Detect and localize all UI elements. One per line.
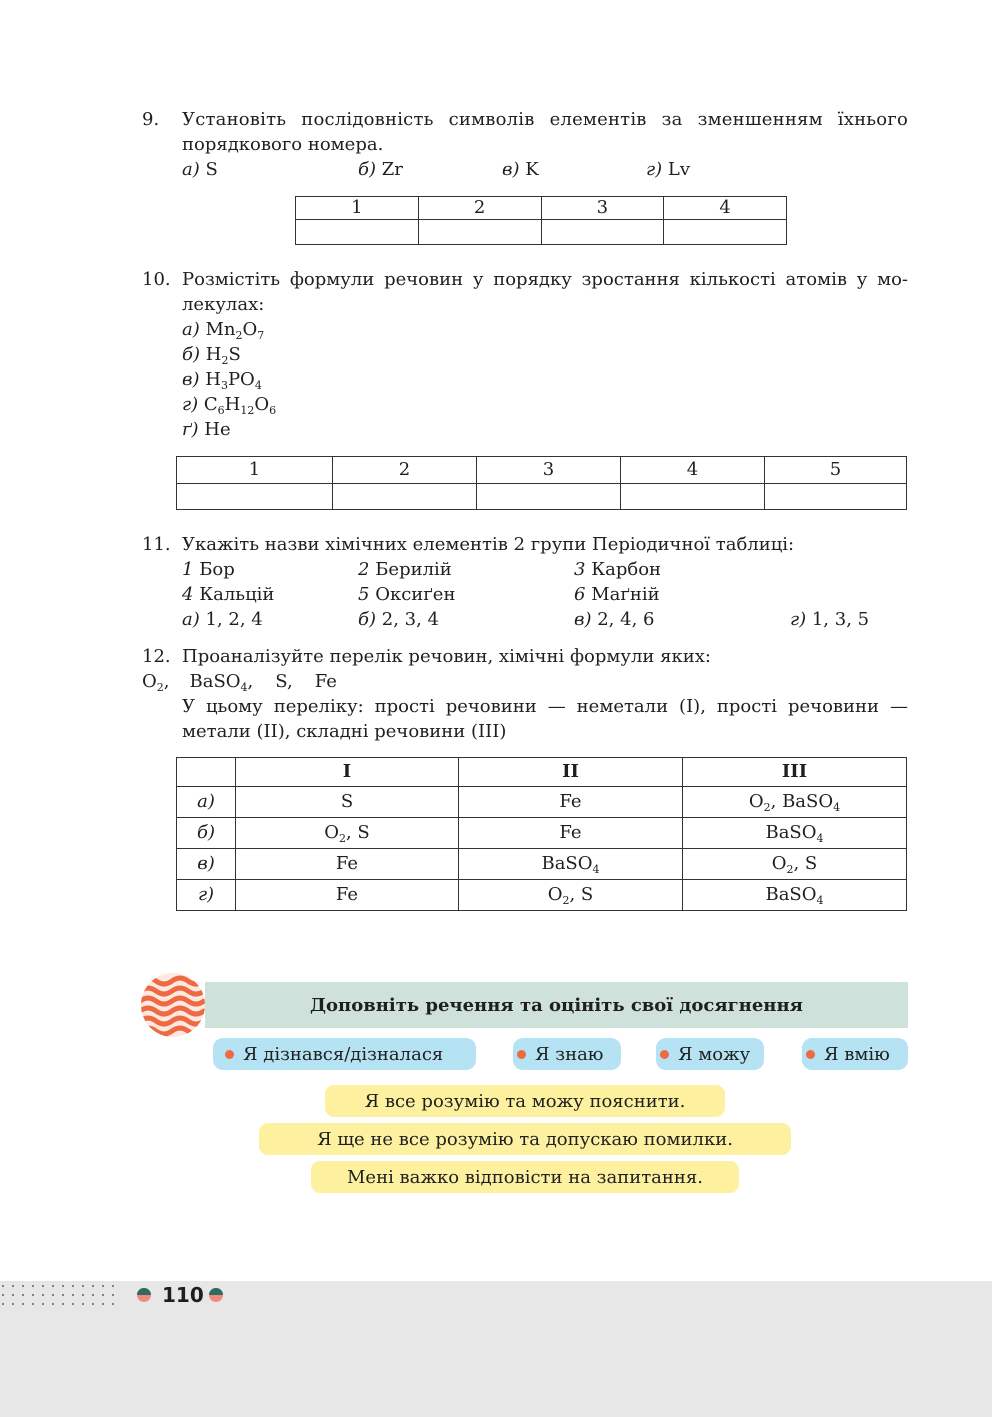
q12-cell-formula-text: , BaSO <box>770 791 834 812</box>
q9-option-d: г) Lv <box>646 159 690 180</box>
q12-description: У цьому переліку: прості речовини — неметали (I), прості речовини — <box>182 696 908 717</box>
q10-formula-text: S <box>228 344 241 365</box>
q12-substance <box>315 671 337 692</box>
question-11-text: Укажіть назви хімічних елементів 2 групи Періодичної таблиці: <box>182 534 795 555</box>
statement-difficult[interactable]: Мені важко відповісти на запитання. <box>311 1161 739 1193</box>
q12-substance <box>275 671 292 692</box>
q12-cell-formula-text: S <box>340 791 354 812</box>
q9-header-cell: 2 <box>418 197 541 220</box>
pill-can[interactable]: Я можу <box>656 1038 764 1070</box>
q9-answer-table <box>295 196 787 245</box>
q10-option-letter: г) <box>182 394 204 415</box>
q10-header-cell: 5 <box>765 457 907 484</box>
q12-substance-text: , <box>247 671 254 692</box>
q12-cell-formula-subscript: 4 <box>592 863 600 876</box>
q10-formula-subscript: 12 <box>240 404 255 417</box>
q10-answer-table <box>176 456 907 510</box>
q10-formula-subscript: 6 <box>269 404 277 417</box>
dot-pattern <box>0 1282 125 1308</box>
pill-learned[interactable]: Я дізнався/дізналася <box>213 1038 476 1070</box>
q12-cell-formula-text: Fe <box>335 853 359 874</box>
q9-option-b: б) Zr <box>358 159 403 180</box>
q11-answer-b: б) 2, 3, 4 <box>358 609 439 630</box>
q10-answer-cell[interactable] <box>765 484 907 510</box>
q12-cell <box>459 880 683 911</box>
table-row[interactable] <box>177 787 907 818</box>
bullet-icon <box>660 1050 669 1059</box>
q12-row-letter: б) <box>177 818 236 849</box>
q9-header-cell: 3 <box>541 197 664 220</box>
q10-formula-text: H <box>205 344 222 365</box>
q12-header-cell: III <box>683 758 907 787</box>
page-marker-right-icon <box>208 1286 224 1304</box>
q11-answer-d: г) 1, 3, 5 <box>790 609 870 630</box>
q10-formula-subscript: 3 <box>220 379 228 392</box>
q12-cell-formula-text: O <box>547 884 563 905</box>
q12-cell-formula-subscript: 4 <box>816 832 824 845</box>
bullet-icon <box>517 1050 526 1059</box>
q12-substance-text: Fe <box>314 671 337 692</box>
q12-cell <box>683 849 907 880</box>
q12-row-letter: в) <box>177 849 236 880</box>
q12-cell <box>236 818 459 849</box>
q11-answer-a: а) 1, 2, 4 <box>182 609 263 630</box>
q12-cell-formula-text: , S <box>793 853 818 874</box>
reflection-banner: Доповніть речення та оцініть свої досягнення <box>205 982 908 1028</box>
q12-cell-formula-subscript: 2 <box>562 894 570 907</box>
table-row[interactable] <box>177 818 907 849</box>
q9-header-cell: 4 <box>664 197 787 220</box>
table-row[interactable] <box>177 880 907 911</box>
question-10-number: 10. <box>142 269 171 290</box>
q10-formula-text: Mn <box>205 319 236 340</box>
question-10-text-cont: лекулах: <box>182 294 265 315</box>
q10-answer-cell[interactable] <box>333 484 477 510</box>
q12-cell <box>459 818 683 849</box>
q10-formula-subscript: 4 <box>254 379 262 392</box>
q12-substance-list <box>142 670 359 694</box>
q12-cell-formula-text: , S <box>345 822 370 843</box>
q12-cell-formula-text: BaSO <box>765 822 817 843</box>
q12-header-cell: II <box>459 758 683 787</box>
q10-header-cell: 4 <box>621 457 765 484</box>
question-12-text: Проаналізуйте перелік речовин, хімічні формули яких: <box>182 646 711 667</box>
q10-formula-subscript: 7 <box>257 329 265 342</box>
q10-option <box>182 343 241 367</box>
q10-option <box>182 393 276 417</box>
q12-cell <box>459 849 683 880</box>
q10-formula-subscript: 6 <box>217 404 225 417</box>
q11-answer-c: в) 2, 4, 6 <box>574 609 655 630</box>
q12-cell <box>236 880 459 911</box>
q10-answer-cell[interactable] <box>477 484 621 510</box>
q10-header-cell: 1 <box>177 457 333 484</box>
q12-cell-formula-subscript: 2 <box>763 801 771 814</box>
q10-formula-text: O <box>242 319 258 340</box>
q12-cell-formula-text: O <box>324 822 339 843</box>
q12-cell-formula-subscript: 4 <box>833 801 841 814</box>
q10-option <box>182 318 264 342</box>
q12-cell <box>236 787 459 818</box>
q9-option-a: а) S <box>182 159 218 180</box>
waves-icon <box>140 972 210 1038</box>
q12-substance-text: , <box>163 671 170 692</box>
statement-understand[interactable]: Я все розумію та можу пояснити. <box>325 1085 725 1117</box>
q12-cell-formula-subscript: 4 <box>816 894 824 907</box>
q11-element: 2 Берилій <box>358 559 452 580</box>
q12-cell-formula-text: , S <box>569 884 594 905</box>
q12-cell-formula-text: O <box>771 853 787 874</box>
q10-option-letter: ґ) <box>182 419 205 440</box>
q12-cell-formula-text: BaSO <box>541 853 593 874</box>
q11-element: 1 Бор <box>182 559 235 580</box>
q10-option-letter: в) <box>182 369 206 390</box>
q12-cell-formula-text: Fe <box>559 822 582 843</box>
q12-substance <box>142 671 170 692</box>
pill-able[interactable]: Я вмію <box>802 1038 908 1070</box>
q10-formula-text: O <box>254 394 270 415</box>
q11-element: 4 Кальцій <box>182 584 275 605</box>
q11-element: 6 Маґній <box>574 584 660 605</box>
q12-cell-formula-text: Fe <box>335 884 359 905</box>
question-9-text-cont: порядкового номера. <box>182 134 384 155</box>
q12-cell <box>459 787 683 818</box>
q12-row-letter: а) <box>177 787 236 818</box>
q12-cell-formula-subscript: 2 <box>338 832 346 845</box>
q12-substance-subscript: 2 <box>156 681 164 694</box>
pill-know[interactable]: Я знаю <box>513 1038 621 1070</box>
q9-header-cell: 1 <box>296 197 419 220</box>
q9-answer-cell[interactable] <box>664 220 787 245</box>
question-12-number: 12. <box>142 646 171 667</box>
page-number: 110 <box>162 1283 204 1307</box>
q9-answer-cell[interactable] <box>418 220 541 245</box>
q10-option <box>182 368 262 392</box>
q12-cell-formula-text: O <box>748 791 764 812</box>
q10-formula-text: C <box>203 394 218 415</box>
q9-answer-cell[interactable] <box>541 220 664 245</box>
q12-cell-formula-subscript: 2 <box>786 863 794 876</box>
q10-formula-text: H <box>224 394 241 415</box>
table-row[interactable] <box>177 849 907 880</box>
bullet-icon <box>806 1050 815 1059</box>
q12-substance <box>190 671 254 692</box>
question-9-number: 9. <box>142 109 160 130</box>
question-9-text: Установіть послідовність символів елементів за зменшенням їхнього <box>182 109 908 130</box>
question-10-text: Розмістіть формули речовин у порядку зростання кількості атомів у мо- <box>182 269 908 290</box>
q12-row-letter: г) <box>177 880 236 911</box>
q12-cell <box>683 880 907 911</box>
q9-option-c: в) K <box>502 159 539 180</box>
q10-formula-subscript: 2 <box>221 354 229 367</box>
q12-cell-formula-text: Fe <box>559 791 582 812</box>
bullet-icon <box>225 1050 234 1059</box>
q10-option <box>182 418 231 442</box>
q12-cell <box>236 849 459 880</box>
q9-answer-cell[interactable] <box>296 220 419 245</box>
q12-header-cell <box>177 758 236 787</box>
q12-answer-table <box>176 757 907 911</box>
q12-substance-subscript: 4 <box>240 681 248 694</box>
page-marker-left-icon <box>136 1286 152 1304</box>
q10-formula-text: He <box>204 419 231 440</box>
q10-formula-text: H <box>205 369 221 390</box>
q12-substance-text: O <box>142 671 157 692</box>
q10-formula-text: PO <box>227 369 255 390</box>
q10-header-cell: 3 <box>477 457 621 484</box>
q12-substance-text: BaSO <box>189 671 241 692</box>
q10-option-letter: а) <box>182 319 206 340</box>
q12-cell <box>683 818 907 849</box>
q12-header-cell: I <box>236 758 459 787</box>
q10-option-letter: б) <box>182 344 206 365</box>
q11-element: 5 Оксиґен <box>358 584 456 605</box>
q10-formula-subscript: 2 <box>235 329 243 342</box>
q10-answer-cell[interactable] <box>621 484 765 510</box>
q12-cell <box>683 787 907 818</box>
q12-cell-formula-text: BaSO <box>765 884 817 905</box>
q10-answer-cell[interactable] <box>177 484 333 510</box>
question-11-number: 11. <box>142 534 171 555</box>
q11-element: 3 Карбон <box>574 559 662 580</box>
q12-substance-text: S, <box>275 671 293 692</box>
q12-description-cont: метали (II), складні речовини (III) <box>182 721 507 742</box>
q10-header-cell: 2 <box>333 457 477 484</box>
statement-mistakes[interactable]: Я ще не все розумію та допускаю помилки. <box>259 1123 791 1155</box>
